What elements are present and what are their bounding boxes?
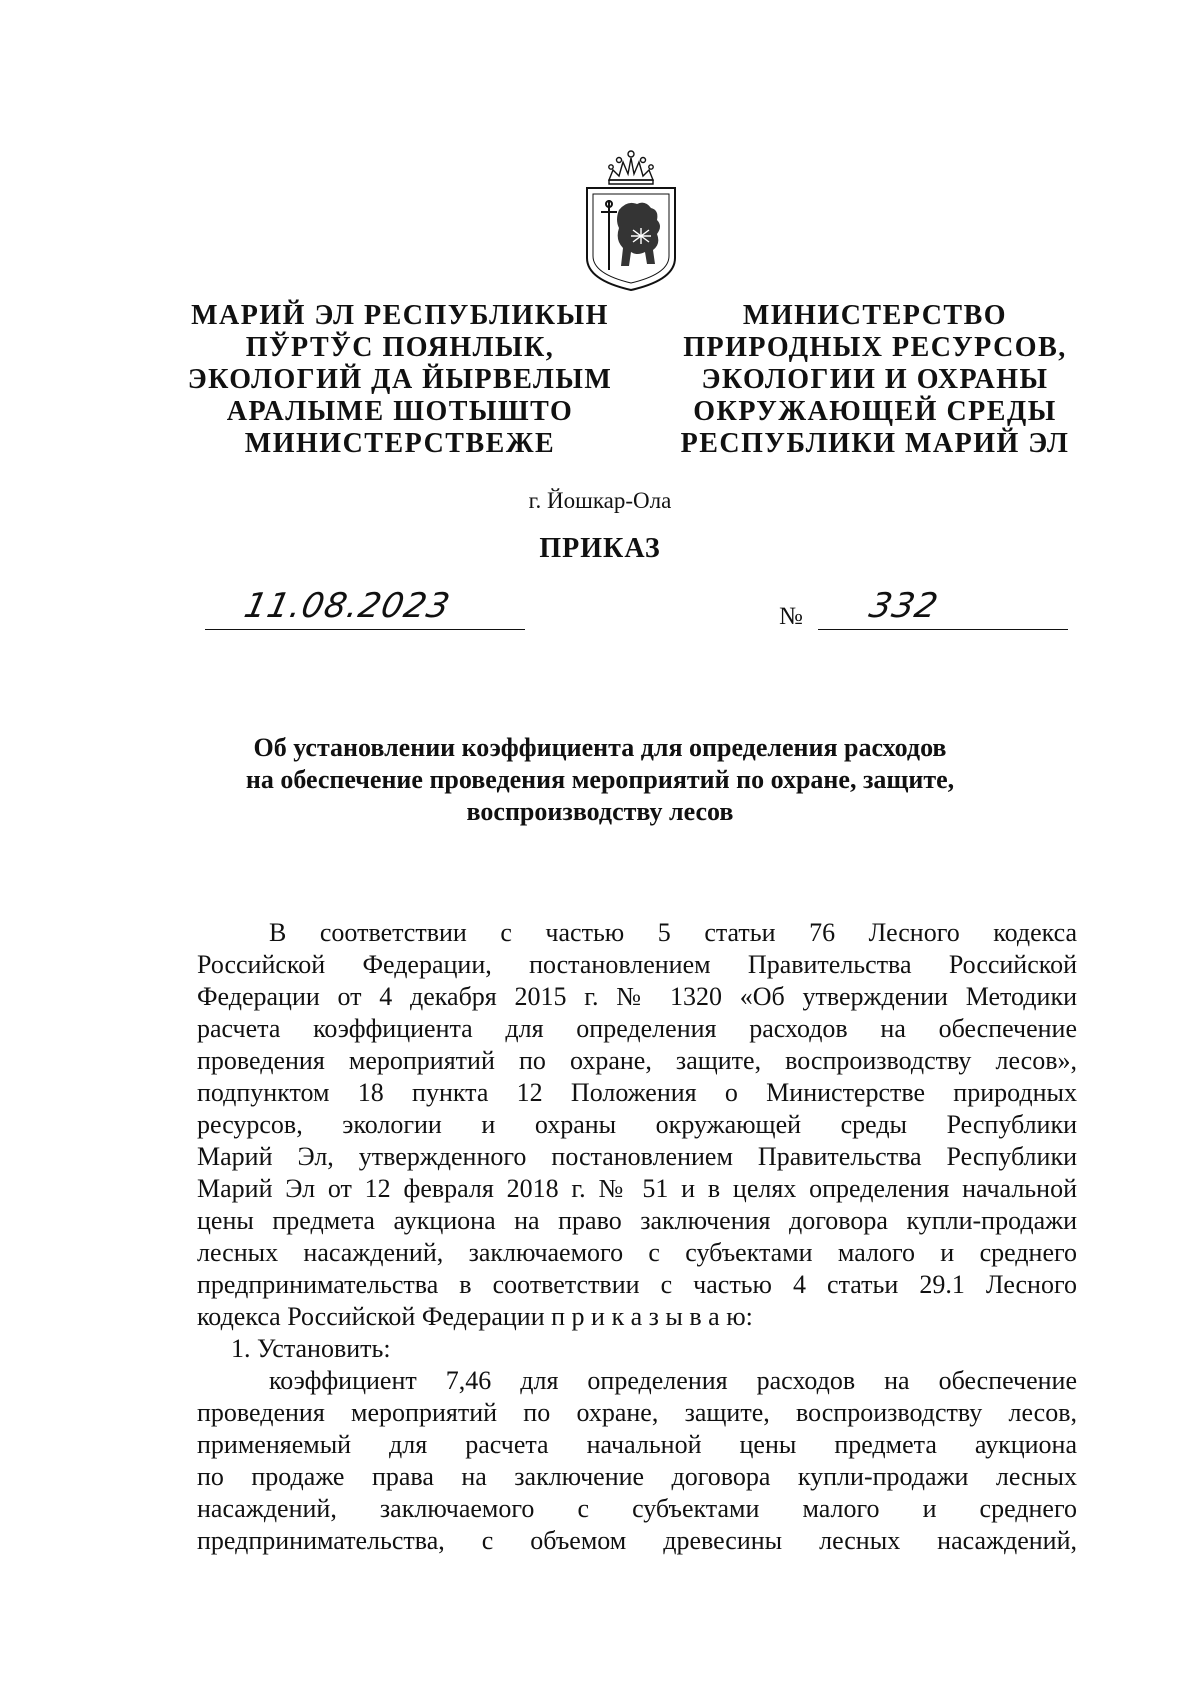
header-left-line: АРАЛЫМЕ ШОТЫШТО xyxy=(226,396,574,427)
body-line-item: 1. Установить: xyxy=(231,1334,391,1363)
header-right-line: ОКРУЖАЮЩЕЙ СРЕДЫ xyxy=(693,396,1057,427)
document-type: ПРИКАЗ xyxy=(539,533,661,564)
body-line: В соответствии с частью 5 статьи 76 Лесного кодекса xyxy=(269,918,1077,947)
body-line: кодекса Российской Федерации п р и к а з ы в а ю: xyxy=(197,1302,753,1331)
header-ministry-mari xyxy=(180,300,620,460)
header-left-line: ПЎРТЎС ПОЯНЛЫК, xyxy=(245,332,555,363)
header-ministry-russian xyxy=(655,300,1095,460)
body-line: предпринимательства в соответствии с частью 4 статьи 29.1 Лесного xyxy=(197,1270,1077,1299)
body-line: ресурсов, экологии и охраны окружающей среды Республики xyxy=(197,1110,1077,1139)
date-underline xyxy=(205,629,525,630)
number-field xyxy=(818,588,1068,636)
number-sign: № xyxy=(779,603,803,630)
body-line: по продаже права на заключение договора купли-продажи лесных xyxy=(197,1462,1077,1491)
header-right-line: МИНИСТЕРСТВО xyxy=(742,300,1008,331)
body-line: проведения мероприятий по охране, защите, воспроизводству лесов», xyxy=(197,1046,1077,1075)
body-line: Марий Эл от 12 февраля 2018 г. № 51 и в целях определения начальной xyxy=(197,1174,1077,1203)
header-right-line: ПРИРОДНЫХ РЕСУРСОВ, xyxy=(683,332,1067,363)
body-line: расчета коэффициента для определения расходов на обеспечение xyxy=(197,1014,1077,1043)
document-title xyxy=(150,732,1050,828)
header-right-line: ЭКОЛОГИИ И ОХРАНЫ xyxy=(701,364,1049,395)
body-line: Российской Федерации, постановлением Правительства Российской xyxy=(197,950,1077,979)
body-line: коэффициент 7,46 для определения расходов на обеспечение xyxy=(269,1366,1077,1395)
body-line: лесных насаждений, заключаемого с субъектами малого и среднего xyxy=(197,1238,1077,1267)
body-line: Марий Эл, утвержденного постановлением Правительства Республики xyxy=(197,1142,1077,1171)
handwritten-number: 332 xyxy=(865,586,943,626)
document-body xyxy=(197,917,1077,1557)
body-line: предпринимательства, с объемом древесины лесных насаждений, xyxy=(197,1526,1077,1555)
body-line: цены предмета аукциона на право заключения договора купли-продажи xyxy=(197,1206,1077,1235)
title-line: воспроизводству лесов xyxy=(466,797,734,826)
body-line: применяемый для расчета начальной цены предмета аукциона xyxy=(197,1430,1077,1459)
header-left-line: МИНИСТЕРСТВЕЖЕ xyxy=(244,428,556,459)
header-right-line: РЕСПУБЛИКИ МАРИЙ ЭЛ xyxy=(680,428,1070,459)
coat-of-arms-icon xyxy=(579,140,683,292)
handwritten-date: 11.08.2023 xyxy=(240,586,454,626)
body-line: Федерации от 4 декабря 2015 г. № 1320 «Об утверждении Методики xyxy=(197,982,1077,1011)
title-line: на обеспечение проведения мероприятий по охране, защите, xyxy=(245,765,955,794)
header-left-line: ЭКОЛОГИЙ ДА ЙЫРВЕЛЫМ xyxy=(187,364,613,395)
title-line: Об установлении коэффициента для определения расходов xyxy=(253,733,947,762)
body-line: насаждений, заключаемого с субъектами малого и среднего xyxy=(197,1494,1077,1523)
body-line: подпунктом 18 пункта 12 Положения о Министерстве природных xyxy=(197,1078,1077,1107)
number-underline xyxy=(818,629,1068,630)
body-line: проведения мероприятий по охране, защите, воспроизводству лесов, xyxy=(197,1398,1077,1427)
date-field xyxy=(205,588,525,636)
header-left-line: МАРИЙ ЭЛ РЕСПУБЛИКЫН xyxy=(191,300,609,331)
city-name: г. Йошкар-Ола xyxy=(528,488,672,513)
